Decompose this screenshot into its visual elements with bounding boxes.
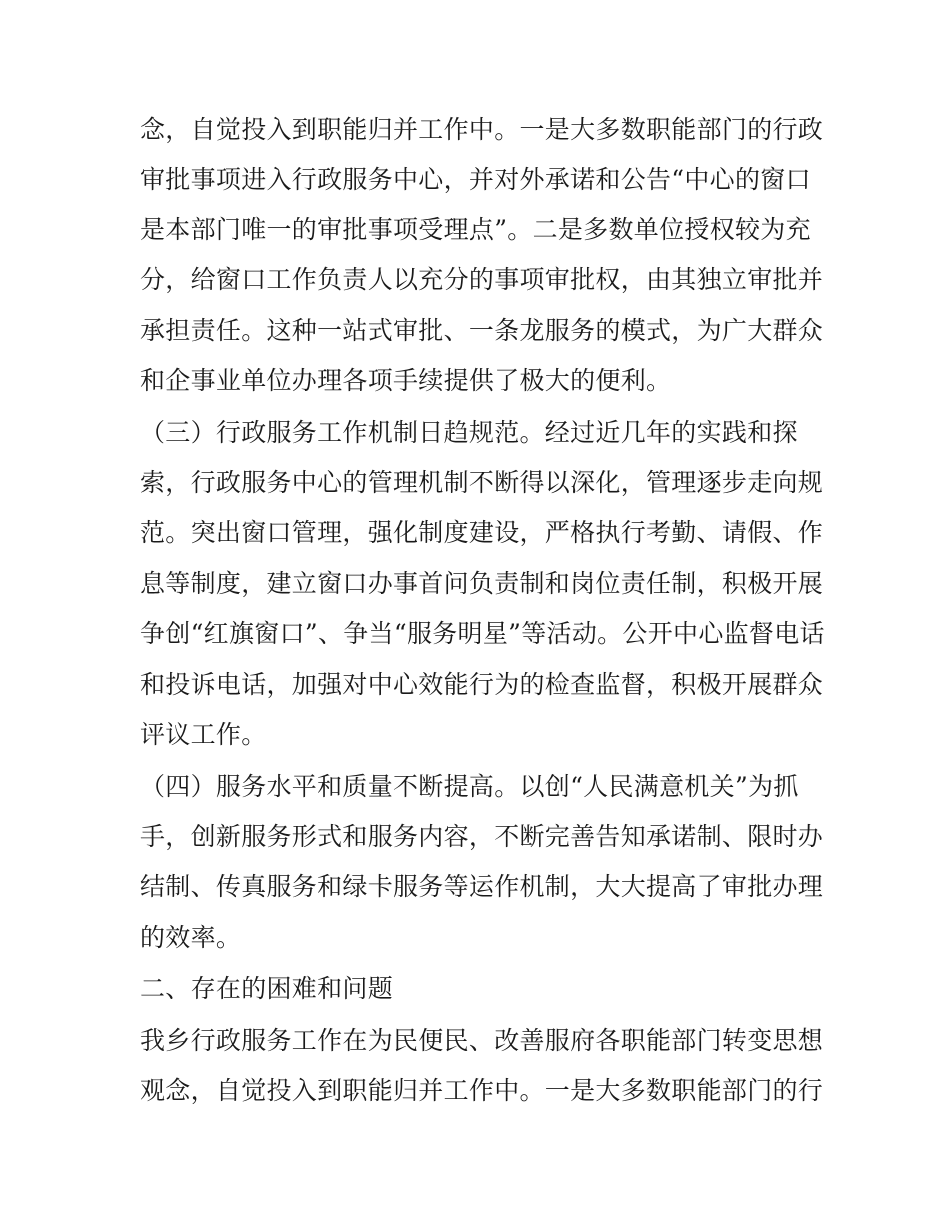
text-line: 承担责任。这种一站式审批、一条龙服务的模式，为广大群众: [140, 316, 824, 345]
section-heading-3: （三）行政服务工作机制日趋规范。经过近几年的实践和探: [140, 418, 798, 447]
text-line: 评议工作。: [140, 720, 267, 749]
text-line: 念，自觉投入到职能归并工作中。一是大多数职能部门的行政: [140, 115, 824, 144]
text-line: 我乡行政服务工作在为民便民、改善服府各职能部门转变思想: [140, 1026, 824, 1055]
text-line: 审批事项进入行政服务中心，并对外承诺和公告“中心的窗口: [140, 165, 811, 194]
text-line: 索，行政服务中心的管理机制不断得以深化，管理逐步走向规: [140, 468, 824, 497]
text-line: 手，创新服务形式和服务内容，不断完善告知承诺制、限时办: [140, 822, 824, 851]
text-line: 是本部门唯一的审批事项受理点”。二是多数单位授权较为充: [140, 215, 811, 244]
text-line: 争创“红旗窗口”、争当“服务明星”等活动。公开中心监督电话: [140, 619, 825, 648]
text-line: 范。突出窗口管理，强化制度建设，严格执行考勤、请假、作: [140, 518, 824, 547]
text-line: 结制、传真服务和绿卡服务等运作机制，大大提高了审批办理: [140, 872, 824, 901]
section-heading-4: （四）服务水平和质量不断提高。以创“人民满意机关”为抓: [140, 772, 799, 801]
text-line: 观念，自觉投入到职能归并工作中。一是大多数职能部门的行: [140, 1076, 824, 1105]
text-line: 的效率。: [140, 923, 242, 952]
text-line: 息等制度，建立窗口办事首问负责制和岗位责任制，积极开展: [140, 569, 824, 598]
text-line: 分，给窗口工作负责人以充分的事项审批权，由其独立审批并: [140, 265, 824, 294]
text-line: 和企事业单位办理各项手续提供了极大的便利。: [140, 366, 672, 395]
text-line: 和投诉电话，加强对中心效能行为的检查监督，积极开展群众: [140, 670, 824, 699]
section-heading-2: 二、存在的困难和问题: [140, 974, 394, 1003]
